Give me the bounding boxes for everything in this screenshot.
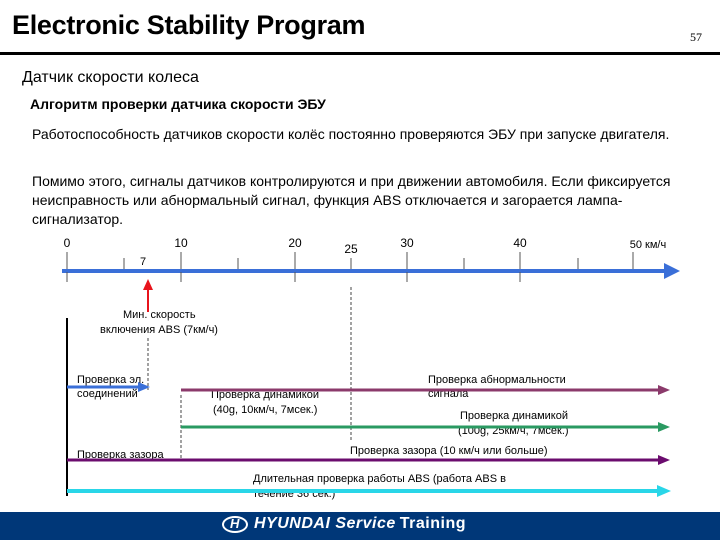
section-title: Датчик скорости колеса [22, 69, 199, 86]
long-check-arrowhead [657, 485, 671, 497]
long-check-label-line2: течение 36 сек.) [253, 488, 336, 500]
gap-check-arrowhead [658, 455, 670, 465]
min-speed-marker-arrowhead [143, 279, 153, 290]
min-speed-label-line1: Мин. скорость [123, 309, 196, 321]
speed-scale-arrowhead [664, 263, 680, 279]
scale-label-25: 25 [344, 242, 358, 256]
dynamic-check-1-label-line2: (40g, 10км/ч, 7мсек.) [213, 404, 318, 416]
scale-label-0: 0 [63, 236, 71, 250]
hyundai-logo-icon [222, 516, 248, 533]
footer-logo [222, 515, 466, 533]
abnormal-check-label-line2: сигнала [428, 388, 469, 400]
min-speed-label-line2: включения ABS (7км/ч) [100, 324, 218, 336]
paragraph-driving-check: Помимо этого, сигналы датчиков контролируются и при движении автомобиля. Если фиксируется неисправность или абнормальный сигнал, функция ABS отключается и загорается лампа-сигнализатор. [32, 173, 671, 227]
scale-label-50: 50 км/ч [629, 239, 667, 251]
min-speed-value: 7 [139, 256, 147, 268]
paragraph-startup-check: Работоспособность датчиков скорости колёс постоянно проверяются ЭБУ при запуске двигателя. [32, 126, 670, 142]
page-title: Electronic Stability Program [12, 10, 366, 40]
scale-label-20: 20 [288, 236, 302, 250]
gap-check-high-label: Проверка зазора (10 км/ч или больше) [350, 445, 548, 457]
electrical-check-label-line2: соединений [77, 388, 138, 400]
footer-bar [0, 512, 720, 540]
scale-label-40: 40 [513, 236, 527, 250]
scale-ticks-lower [67, 272, 520, 282]
abnormal-check-label-line1: Проверка абнормальности [428, 374, 566, 386]
dynamic-check-2-label-line1: Проверка динамикой [460, 410, 568, 422]
dynamic-check-2-label-line2: (100g, 25км/ч, 7мсек.) [458, 425, 569, 437]
dynamic-check-arrowhead [658, 422, 670, 432]
page-number: 57 [690, 30, 702, 44]
long-check-label-line1: Длительная проверка работы ABS (работа ABS в [253, 473, 506, 485]
scale-label-30: 30 [400, 236, 414, 250]
electrical-check-label-line1: Проверка эл. [77, 374, 145, 386]
footer-brand: HYUNDAI Service [254, 515, 396, 532]
abnormal-check-arrowhead [658, 385, 670, 395]
dynamic-check-1-label-line1: Проверка динамикой [211, 389, 319, 401]
gap-check-low-label: Проверка зазора [77, 449, 164, 461]
scale-label-10: 10 [174, 236, 188, 250]
subsection-title: Алгоритм проверки датчика скорости ЭБУ [30, 96, 326, 112]
footer-training: Training [399, 515, 467, 532]
